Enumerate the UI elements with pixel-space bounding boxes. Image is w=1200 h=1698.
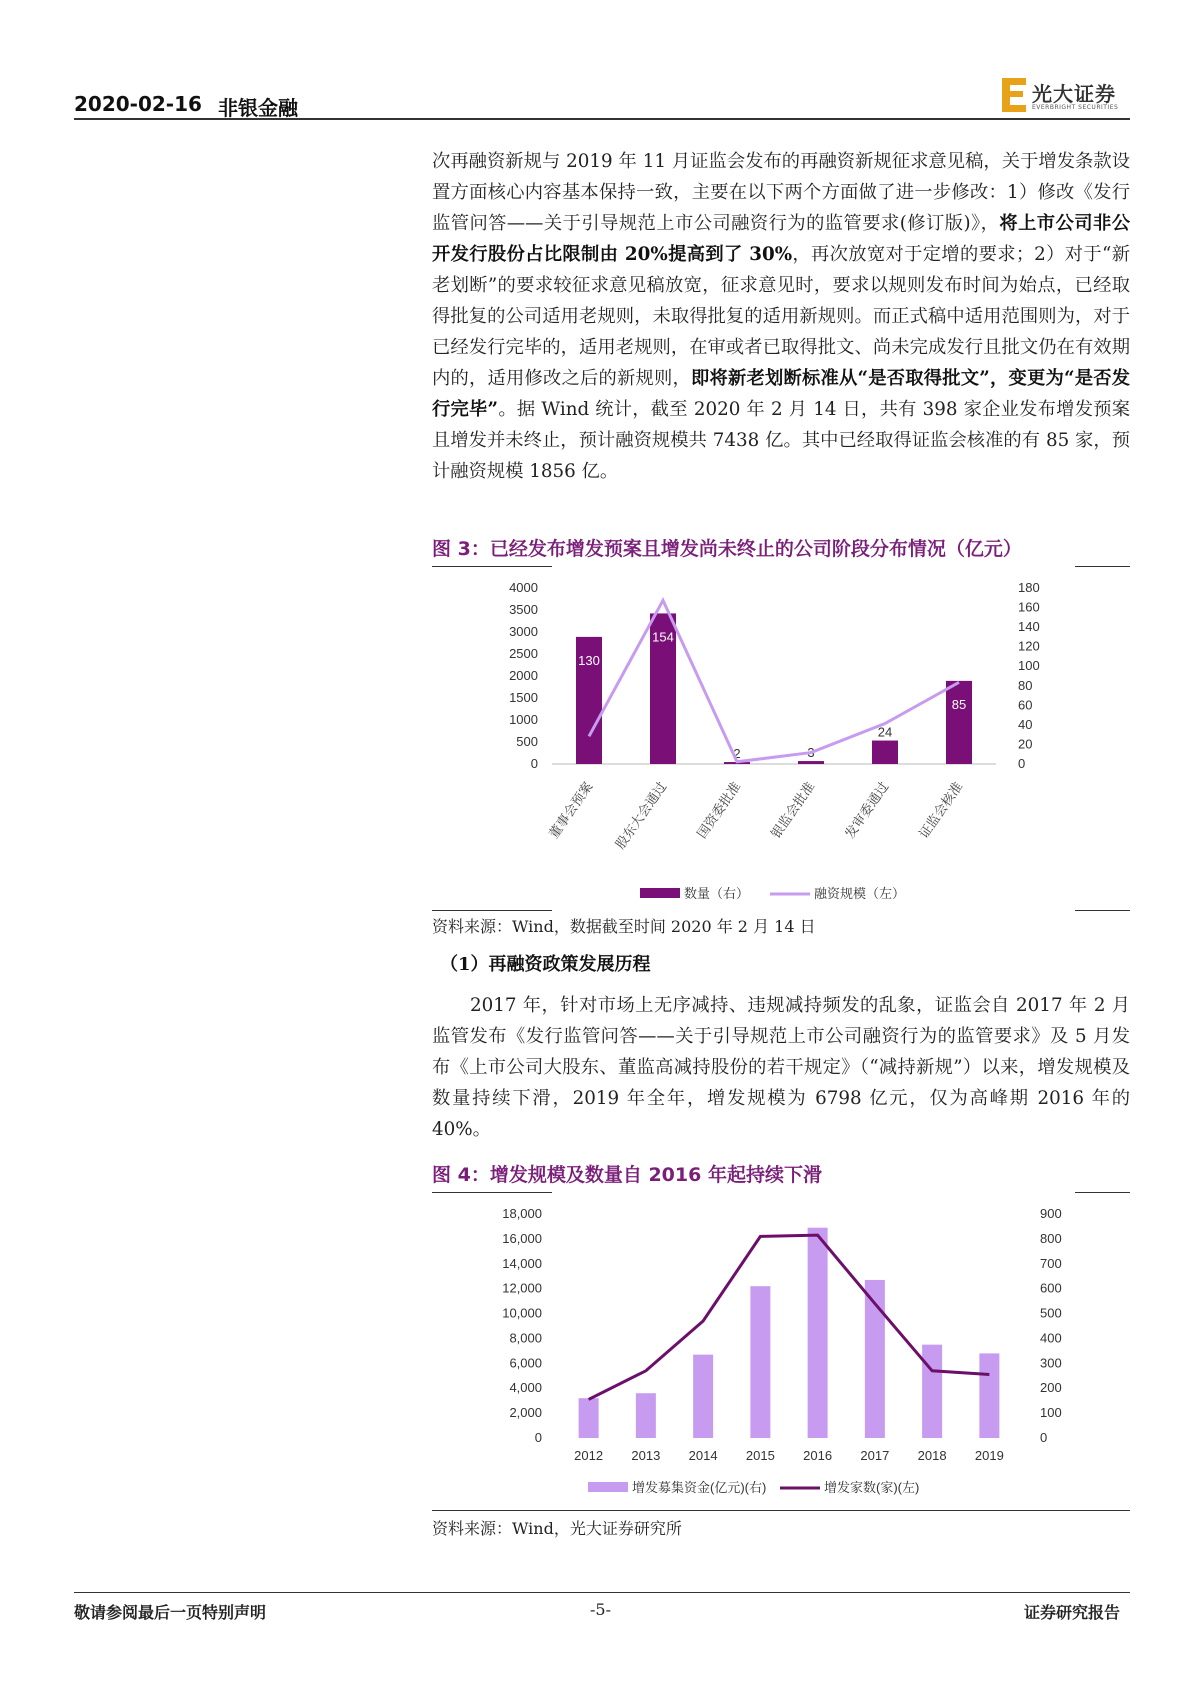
page-number: -5- xyxy=(590,1600,611,1619)
right-axis-tick-label: 300 xyxy=(1040,1355,1062,1371)
section-subheading: （1）再融资政策发展历程 xyxy=(440,954,651,975)
left-axis-tick-label: 12,000 xyxy=(502,1280,542,1296)
right-axis-tick-label: 0 xyxy=(1040,1430,1048,1445)
left-axis-tick-label: 4000 xyxy=(509,580,538,595)
bar-raised-funds xyxy=(922,1345,942,1438)
footer-disclaimer: 敬请参阅最后一页特别声明 xyxy=(74,1603,267,1622)
paragraph-1-text-a: 次再融资新规与 2019 年 11 月证监会发布的再融资新规征求意见稿，关于增发条款设置方面核心内容基本保持一致，主要在以下两个方面做了进一步修改：1）修改《发行监管问答——关于引导规范上市公司融资行为的监管要求(修订版)》， xyxy=(432,151,1130,234)
left-axis-tick-label: 2000 xyxy=(509,668,538,683)
right-axis-tick-label: 500 xyxy=(1040,1305,1062,1321)
figure-3-source: 资料来源：Wind，数据截至时间 2020 年 2 月 14 日 xyxy=(432,917,816,936)
legend-swatch-count xyxy=(640,888,680,898)
figure-3-chart xyxy=(432,572,1130,912)
paragraph-1-text-c: 。据 Wind 统计，截至 2020 年 2 月 14 日，共有 398 家企业发布增发预案且增发并未终止，预计融资规模共 7438 亿。其中已经取得证监会核准的有 85 家，预计融资规模 1856 亿。 xyxy=(432,399,1131,482)
left-axis-tick-label: 10,000 xyxy=(502,1305,542,1321)
left-axis-tick-label: 6,000 xyxy=(509,1355,542,1371)
left-axis-tick-label: 3500 xyxy=(509,602,538,617)
paragraph-1-bold-b: 即将新老划断标准从“是否取得批文”，变更为“是否发行完毕” xyxy=(432,368,1131,420)
left-axis-tick-label: 16,000 xyxy=(502,1230,542,1246)
right-axis-tick-label: 0 xyxy=(1018,756,1026,771)
x-axis-year-label: 2014 xyxy=(688,1448,718,1463)
x-axis-year-label: 2013 xyxy=(631,1448,661,1463)
x-axis-category-label: 证监会核准 xyxy=(915,779,966,841)
figure-4-top-rule-right xyxy=(1075,1192,1130,1193)
right-axis-tick-label: 160 xyxy=(1018,599,1040,615)
logo-subtitle: EVERBRIGHT SECURITIES xyxy=(1032,104,1119,111)
report-date: 2020-02-16 xyxy=(74,92,202,116)
right-axis-tick-label: 140 xyxy=(1018,619,1040,635)
bar-data-label: 3 xyxy=(807,745,815,761)
paragraph-2: 2017 年，针对市场上无序减持、违规减持频发的乱象，证监会自 2017 年 2 月监管发布《发行监管问答——关于引导规范上市公司融资行为的监管要求》及 5 月发布《上市公司大股东、董监高减持股份的若干规定》（“减持新规”）以来，增发规模及数量持续下滑，2019 年全年，增发规模为 6798 亿元，仅为高峰期 2016 年的 40%。 xyxy=(432,995,1130,1140)
legend-label-raised-funds: 增发募集资金(亿元)(右) xyxy=(632,1480,767,1495)
figure-3-bottom-rule-right xyxy=(1075,910,1130,911)
right-axis-tick-label: 400 xyxy=(1040,1330,1062,1346)
company-logo xyxy=(1000,76,1130,116)
logo-name: 光大证券 xyxy=(1032,82,1116,106)
bar-raised-funds xyxy=(579,1398,599,1438)
x-axis-category-label: 发审委通过 xyxy=(841,779,892,841)
line-financing-scale xyxy=(589,600,959,761)
figure-4-chart xyxy=(432,1196,1130,1506)
figure-3-top-rule-left xyxy=(432,566,552,567)
paragraph-1 xyxy=(432,146,1130,487)
left-axis-tick-label: 14,000 xyxy=(502,1255,542,1271)
x-axis-year-label: 2015 xyxy=(745,1448,775,1463)
x-axis-year-label: 2016 xyxy=(803,1448,833,1463)
right-axis-tick-label: 100 xyxy=(1040,1405,1062,1421)
x-axis-category-label: 股东大会通过 xyxy=(612,779,670,852)
legend-label-financing: 融资规模（左） xyxy=(814,886,906,901)
left-axis-tick-label: 1000 xyxy=(509,712,538,727)
bar-raised-funds xyxy=(808,1228,828,1438)
right-axis-tick-label: 200 xyxy=(1040,1380,1062,1396)
left-axis-tick-label: 4,000 xyxy=(509,1380,542,1396)
figure-4-source: 资料来源：Wind，光大证券研究所 xyxy=(432,1519,682,1538)
right-axis-tick-label: 800 xyxy=(1040,1230,1062,1246)
footer-report-type: 证券研究报告 xyxy=(1024,1603,1121,1622)
bar-raised-funds xyxy=(750,1286,770,1438)
figure-3-top-rule-right xyxy=(1075,566,1130,567)
right-axis-tick-label: 100 xyxy=(1018,658,1040,674)
right-axis-tick-label: 60 xyxy=(1018,697,1033,713)
footer-divider xyxy=(74,1592,1130,1593)
figure-4-title: 图 4：增发规模及数量自 2016 年起持续下滑 xyxy=(432,1164,822,1186)
bar-count xyxy=(872,741,898,764)
bar-count xyxy=(946,681,972,764)
x-axis-year-label: 2019 xyxy=(974,1448,1004,1463)
x-axis-year-label: 2017 xyxy=(860,1448,890,1463)
report-sector: 非银金融 xyxy=(218,96,298,120)
bar-raised-funds xyxy=(636,1393,656,1438)
x-axis-year-label: 2018 xyxy=(917,1448,947,1463)
left-axis-tick-label: 0 xyxy=(534,1430,542,1445)
header-divider xyxy=(74,118,1130,120)
logo-mark-icon xyxy=(1000,76,1030,114)
figure-4-top-rule-left xyxy=(432,1192,552,1193)
x-axis-year-label: 2012 xyxy=(574,1448,604,1463)
right-axis-tick-label: 700 xyxy=(1040,1255,1062,1271)
figure-3-bottom-rule-left xyxy=(432,910,552,911)
legend-label-count: 数量（右） xyxy=(684,886,750,901)
left-axis-tick-label: 2,000 xyxy=(509,1405,542,1421)
right-axis-tick-label: 20 xyxy=(1018,736,1033,752)
bar-count xyxy=(798,761,824,764)
left-axis-tick-label: 0 xyxy=(530,756,538,771)
bar-data-label: 85 xyxy=(951,696,967,712)
bar-data-label: 24 xyxy=(877,724,893,740)
bar-raised-funds xyxy=(693,1355,713,1438)
left-axis-tick-label: 3000 xyxy=(509,624,538,639)
right-axis-tick-label: 180 xyxy=(1018,580,1040,595)
right-axis-tick-label: 80 xyxy=(1018,677,1033,693)
left-axis-tick-label: 18,000 xyxy=(502,1206,542,1221)
bar-raised-funds xyxy=(979,1353,999,1438)
left-axis-tick-label: 8,000 xyxy=(509,1330,542,1346)
left-axis-tick-label: 2500 xyxy=(509,646,538,661)
right-axis-tick-label: 900 xyxy=(1040,1206,1062,1221)
legend-label-issuer-count: 增发家数(家)(左) xyxy=(824,1480,920,1495)
bar-data-label: 130 xyxy=(578,652,600,668)
left-axis-tick-label: 500 xyxy=(516,734,538,749)
right-axis-tick-label: 120 xyxy=(1018,638,1040,654)
x-axis-category-label: 银监会批准 xyxy=(767,779,818,841)
bar-data-label: 154 xyxy=(652,629,674,645)
x-axis-category-label: 国资委批准 xyxy=(693,779,744,841)
x-axis-category-label: 董事会预案 xyxy=(545,779,596,841)
right-axis-tick-label: 600 xyxy=(1040,1280,1062,1296)
left-axis-tick-label: 1500 xyxy=(509,690,538,705)
paragraph-1-bold-a: 将上市公司非公开发行股份占比限制由 20%提高到了 30% xyxy=(432,213,1130,265)
figure-3-title: 图 3：已经发布增发预案且增发尚未终止的公司阶段分布情况（亿元） xyxy=(432,538,1022,560)
bar-data-label: 2 xyxy=(733,746,741,762)
legend-swatch-raised-funds xyxy=(588,1482,628,1492)
right-axis-tick-label: 40 xyxy=(1018,716,1033,732)
paragraph-1-text-b: ，再次放宽对于定增的要求；2）对于“新老划断”的要求较征求意见稿放宽，征求意见时，要求以规则发布时间为始点，已经取得批复的公司适用老规则，未取得批复的适用新规则。而正式稿中适用范围则为，对于已经发行完毕的，适用老规则，在审或者已取得批文、尚未完成发行且批文仍在有效期内的，适用修改之后的新规则， xyxy=(432,244,1130,389)
figure-4-bottom-rule xyxy=(432,1510,1130,1511)
